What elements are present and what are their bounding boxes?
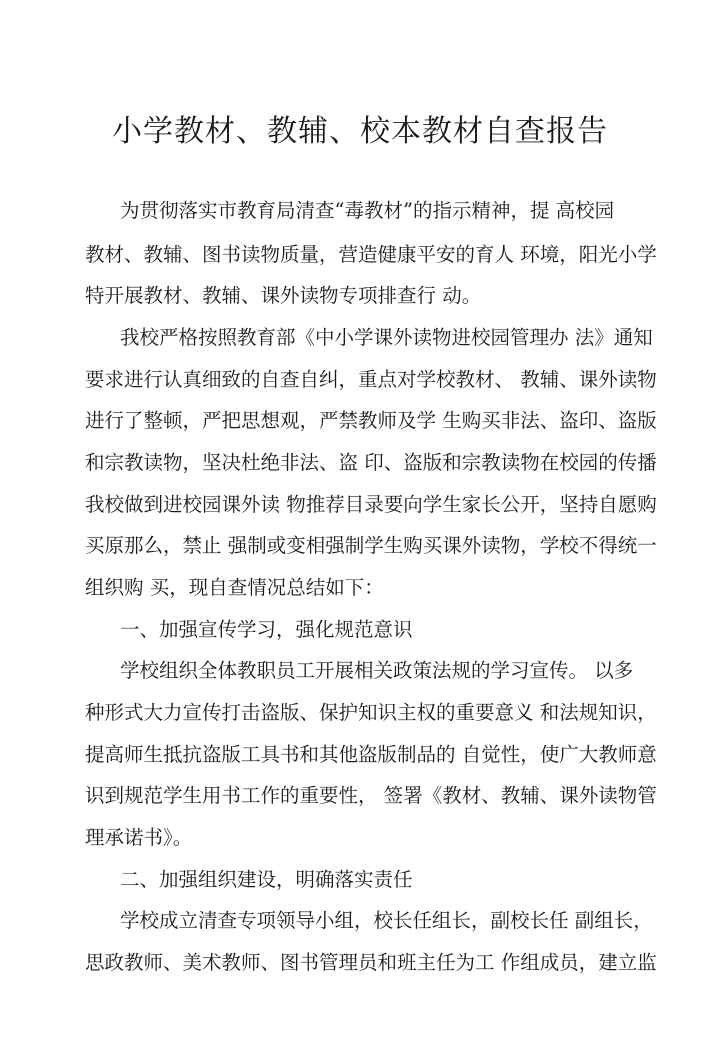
text-line: 我校做到进校园课外读 物推荐目录要向学生家长公开，坚持自愿购 <box>85 493 657 516</box>
text-line: 种形式大力宣传打击盗版、保护知识主权的重要意义 和法规知识， <box>85 701 657 724</box>
text-line: 和宗教读物，坚决杜绝非法、盗 印、盗版和宗教读物在校园的传播 <box>85 451 657 474</box>
text-line: 进行了整顿，严把思想观，严禁教师及学 生购买非法、盗印、盗版 <box>85 409 657 432</box>
text-line: 提高师生抵抗盗版工具书和其他盗版制品的 自觉性，使广大教师意 <box>85 743 657 766</box>
text-line: 特开展教材、教辅、课外读物专项排查行 动。 <box>85 284 482 307</box>
text-line: 教材、教辅、图书读物质量，营造健康平安的育人 环境，阳光小学 <box>85 243 657 266</box>
report-title: 小学教材、教辅、校本教材自查报告 <box>112 114 608 149</box>
text-line: 思政教师、美术教师、图书管理员和班主任为工 作组成员，建立监 <box>85 951 657 974</box>
text-line: 买原那么，禁止 强制或变相强制学生购买课外读物，学校不得统一 <box>85 534 657 557</box>
text-line: 要求进行认真细致的自查自纠，重点对学校教材、 教辅、课外读物 <box>85 368 657 391</box>
section-heading: 二、加强组织建设，明确落实责任 <box>120 868 413 891</box>
text-line: 理承诺书》。 <box>85 826 193 849</box>
text-line: 学校成立清查专项领导小组，校长任组长，副校长任 副组长， <box>120 909 653 932</box>
text-line: 为贯彻落实市教育局清查“毒教材”的指示精神，提 高校园 <box>120 199 615 222</box>
text-line: 识到规范学生用书工作的重要性， 签署《教材、教辅、课外读物管 <box>85 784 657 807</box>
text-line: 组织购 买，现自查情况总结如下： <box>85 576 384 599</box>
text-line: 我校严格按照教育部《中小学课外读物进校园管理办 法》通知 <box>120 326 653 349</box>
section-heading: 一、加强宣传学习，强化规范意识 <box>120 618 413 641</box>
text-line: 学校组织全体教职员工开展相关政策法规的学习宣传。 以多 <box>120 659 634 682</box>
